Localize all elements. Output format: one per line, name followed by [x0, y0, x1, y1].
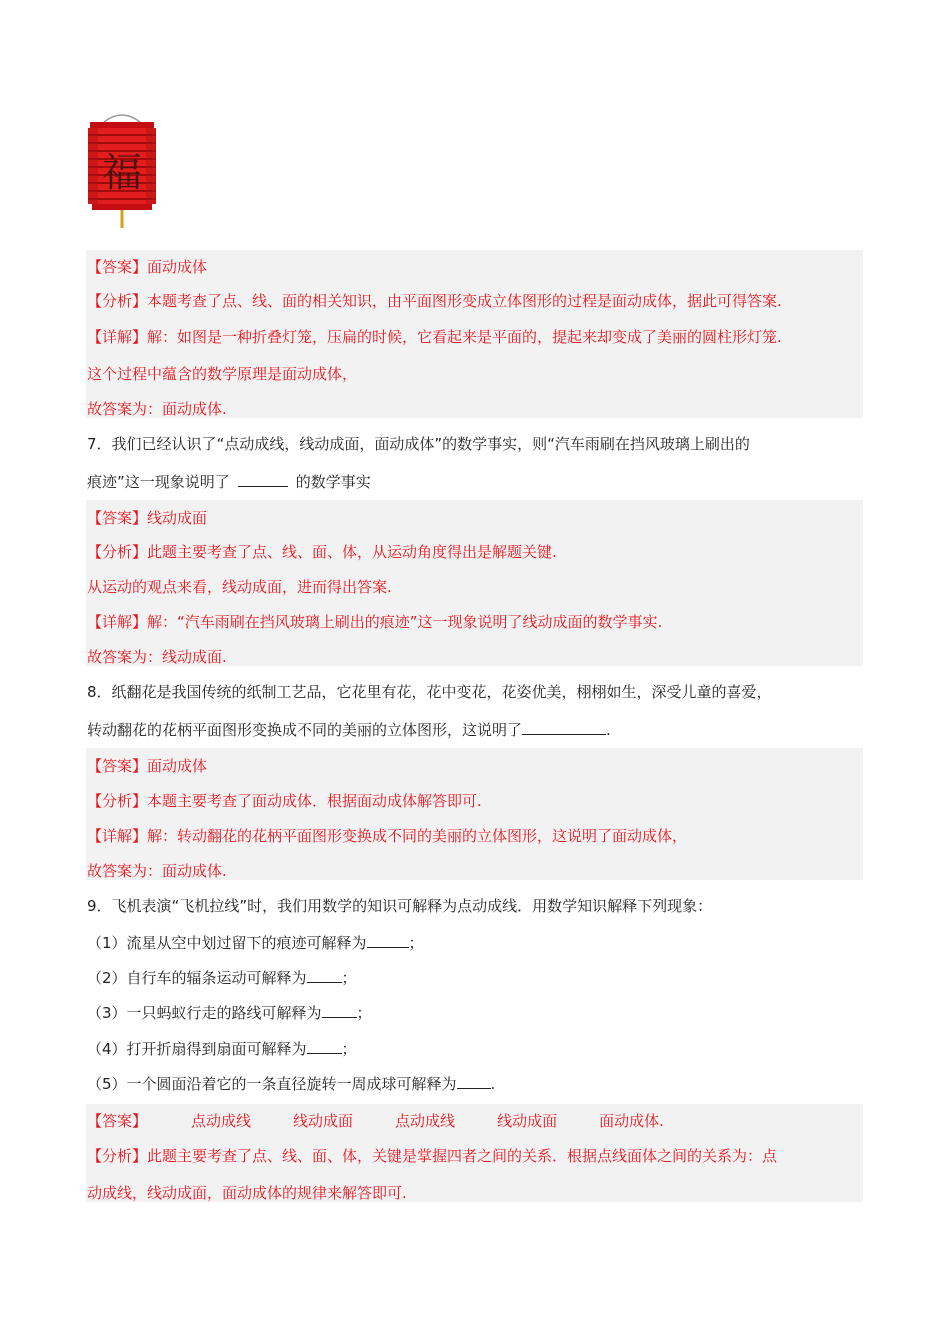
- q9-answer: 【答案】 点动成线 线动成面 点动成线 线动成面 面动成体.: [87, 1112, 664, 1130]
- q7-stem: 7．我们已经认识了“点动成线，线动成面，面动成体”的数学事实，则“汽车雨刷在挡风玻璃上刷出的: [87, 435, 750, 453]
- q9-item-1: （1）流星从空中划过留下的痕迹可解释为 ；: [87, 934, 424, 952]
- q6-answer: 【答案】面动成体: [87, 258, 208, 276]
- q8-stem: 8．纸翻花是我国传统的纸制工艺品，它花里有花，花中变花，花姿优美，栩栩如生，深受儿童的喜爱，: [87, 683, 772, 701]
- q7-blank: [238, 472, 288, 487]
- q7-analysis: 【分析】此题主要考查了点、线、面、体，从运动角度得出是解题关键.: [87, 543, 557, 561]
- q9-answer-5: 面动成体.: [599, 1112, 664, 1130]
- q9-item-3: （3）一只蚂蚁行走的路线可解释为 ；: [87, 1004, 372, 1022]
- q7-detail-2: 故答案为：线动成面.: [87, 648, 227, 666]
- q8-stem-2: 转动翻花的花柄平面图形变换成不同的美丽的立体图形，这说明了 .: [87, 721, 611, 739]
- q8-analysis: 【分析】本题主要考查了面动成体．根据面动成体解答即可.: [87, 792, 482, 810]
- q9-item-4: （4）打开折扇得到扇面可解释为 ；: [87, 1040, 357, 1058]
- q9-answer-2: 线动成面: [293, 1112, 354, 1130]
- q8-answer: 【答案】面动成体: [87, 757, 208, 775]
- q8-detail: 【详解】解：转动翻花的花柄平面图形变换成不同的美丽的立体图形，这说明了面动成体，: [87, 827, 688, 845]
- q8-detail-2: 故答案为：面动成体.: [87, 862, 227, 880]
- q6-analysis: 【分析】本题考查了点、线、面的相关知识，由平面图形变成立体图形的过程是面动成体，据此可得答案.: [87, 292, 782, 310]
- q9-analysis-2: 动成线，线动成面，面动成体的规律来解答即可.: [87, 1184, 407, 1202]
- q7-answer: 【答案】线动成面: [87, 509, 208, 527]
- q9-answer-1: 点动成线: [191, 1112, 252, 1130]
- q9-item-5: （5）一个圆面沿着它的一条直径旋转一周成球可解释为 .: [87, 1075, 496, 1093]
- q6-detail-2: 这个过程中蕴含的数学原理是面动成体，: [87, 365, 358, 383]
- q7-detail: 【详解】解：“汽车雨刷在挡风玻璃上刷出的痕迹”这一现象说明了线动成面的数学事实.: [87, 613, 663, 631]
- q6-detail: 【详解】解：如图是一种折叠灯笼，压扁的时候，它看起来是平面的，提起来却变成了美丽的圆柱形灯笼.: [87, 328, 782, 346]
- q9-answer-3: 点动成线: [395, 1112, 456, 1130]
- q7-analysis-2: 从运动的观点来看，线动成面，进而得出答案.: [87, 578, 392, 596]
- q9-blank-1: [367, 933, 409, 948]
- lantern-image: [84, 108, 160, 232]
- lantern-character: 福: [102, 150, 142, 196]
- q9-item-2: （2）自行车的辐条运动可解释为 ；: [87, 969, 357, 987]
- q9-blank-3: [322, 1003, 357, 1018]
- q7-stem-2: 痕迹”这一现象说明了 的数学事实: [87, 473, 371, 491]
- q8-blank: [522, 720, 606, 735]
- q9-answer-4: 线动成面: [497, 1112, 558, 1130]
- q9-analysis: 【分析】此题主要考查了点、线、面、体，关键是掌握四者之间的关系．根据点线面体之间的关系为：点: [87, 1147, 778, 1165]
- q9-blank-4: [307, 1039, 342, 1054]
- q9-blank-2: [307, 968, 342, 983]
- q9-blank-5: [457, 1074, 491, 1089]
- q6-detail-3: 故答案为：面动成体.: [87, 400, 227, 418]
- q9-stem: 9．飞机表演“飞机拉线”时，我们用数学的知识可解释为点动成线．用数学知识解释下列现象：: [87, 897, 713, 915]
